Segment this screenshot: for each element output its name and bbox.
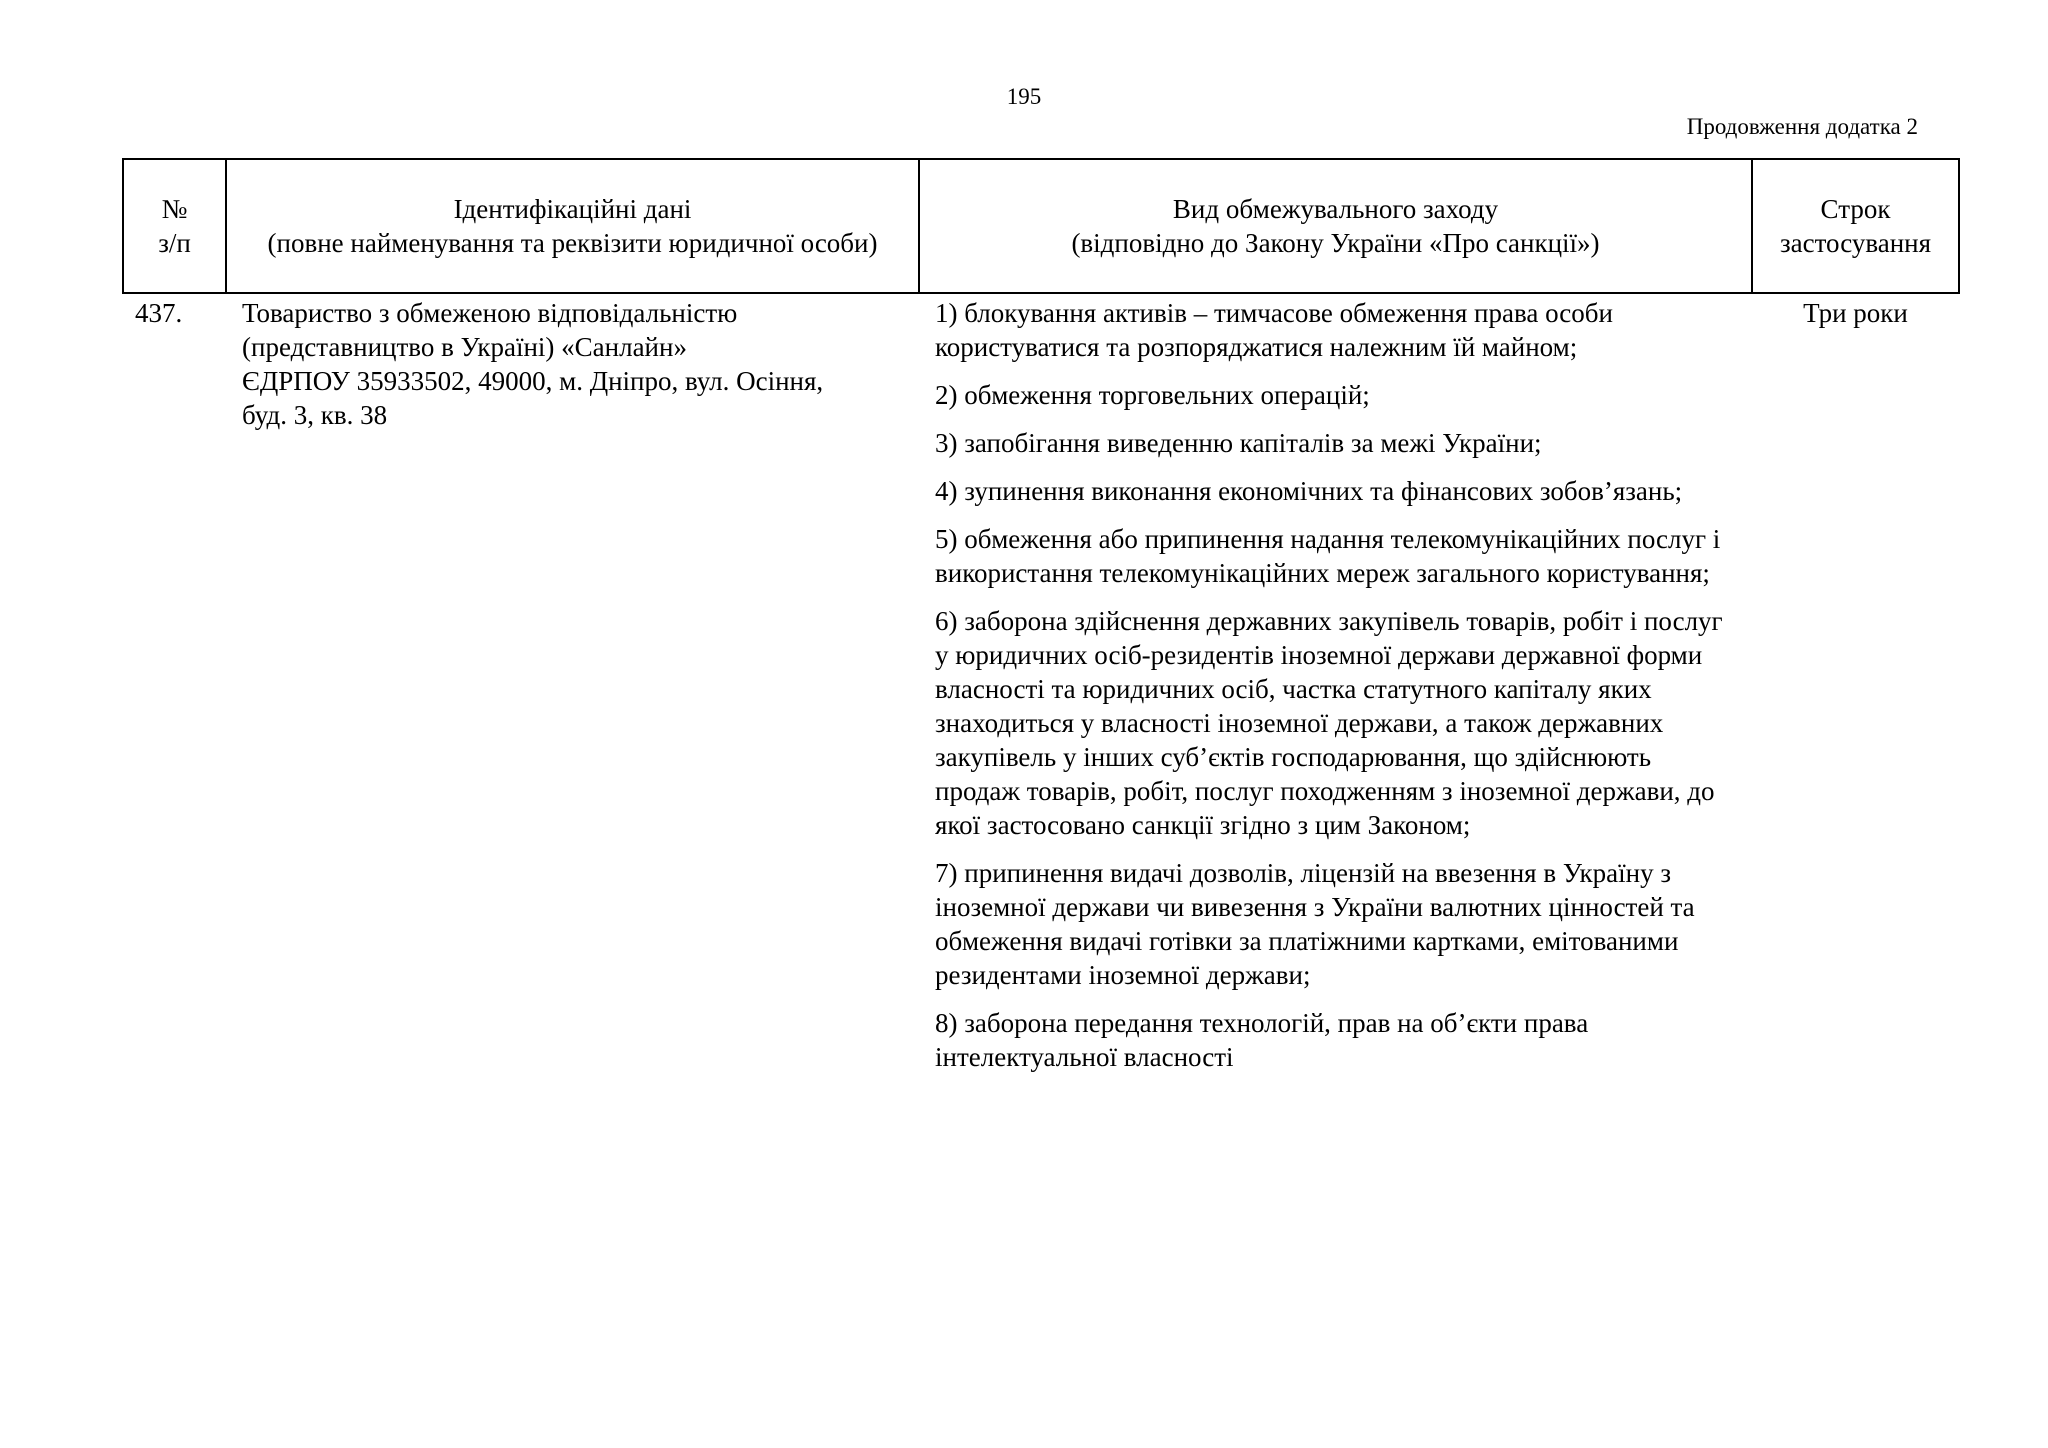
header-measure-line-2: (відповідно до Закону України «Про санкції»)	[1071, 228, 1600, 258]
measure-item: 7) припинення видачі дозволів, ліцензій на ввезення в Україну з іноземної держави чи вивезення з України валютних цінностей та обмеження видачі готівки за платіжними картками, емітованими резидентами іноземної держави;	[935, 858, 1695, 990]
page-number: 195	[1006, 84, 1042, 109]
sanctions-table	[122, 158, 1960, 1088]
entity-line: буд. 3, кв. 38	[242, 400, 388, 430]
header-identification-line-2: (повне найменування та реквізити юридичної особи)	[267, 228, 878, 258]
table-row	[123, 293, 1959, 1088]
header-identification-line-1: Ідентифікаційні дані	[453, 194, 692, 224]
application-term: Три роки	[1803, 298, 1908, 328]
measure-item: 6) заборона здійснення державних закупівель товарів, робіт і послуг у юридичних осіб-резидентів іноземної держави державної форми власності та юридичних осіб, частка статутного капіталу яких знаходиться у власності іноземної держави, а також державних закупівель у інших суб’єктів господарювання, що здійснюють продаж товарів, робіт, послуг походженням з іноземної держави, до якої застосовано санкції згідно з цим Законом;	[935, 606, 1723, 840]
entity-line: ЄДРПОУ 35933502, 49000, м. Дніпро, вул. Осіння,	[242, 366, 824, 396]
table-header	[123, 159, 1959, 293]
header-term-line-1: Строк	[1820, 194, 1891, 224]
header-number	[123, 159, 226, 293]
measure-item: 2) обмеження торговельних операцій;	[935, 380, 1370, 410]
header-measure	[919, 159, 1752, 293]
header-term-line-2: застосування	[1779, 228, 1932, 258]
header-term	[1752, 159, 1959, 293]
entity-line: Товариство з обмеженою відповідальністю	[242, 298, 738, 328]
measure-item: 5) обмеження або припинення надання телекомунікаційних послуг і використання телекомунікаційних мереж загального користування;	[935, 524, 1721, 588]
header-measure-line-1: Вид обмежувального заходу	[1172, 194, 1499, 224]
header-number-line-1: №	[161, 194, 188, 224]
measure-item: 1) блокування активів – тимчасове обмеження права особи користуватися та розпоряджатися належним їй майном;	[935, 298, 1613, 362]
restrictive-measures	[919, 293, 1752, 1088]
header-number-line-2: з/п	[158, 228, 191, 258]
header-identification	[226, 159, 919, 293]
header-row	[123, 159, 1959, 293]
measure-item: 8) заборона передання технологій, прав на об’єкти права інтелектуальної власності	[935, 1008, 1589, 1072]
measure-item: 4) зупинення виконання економічних та фінансових зобов’язань;	[935, 476, 1683, 506]
entity-line: (представництво в Україні) «Санлайн»	[242, 332, 687, 362]
appendix-continuation-label: Продовження додатка 2	[1686, 114, 1918, 139]
row-number: 437.	[135, 298, 183, 328]
measure-item: 3) запобігання виведенню капіталів за межі України;	[935, 428, 1542, 458]
entity-details	[226, 293, 919, 1088]
